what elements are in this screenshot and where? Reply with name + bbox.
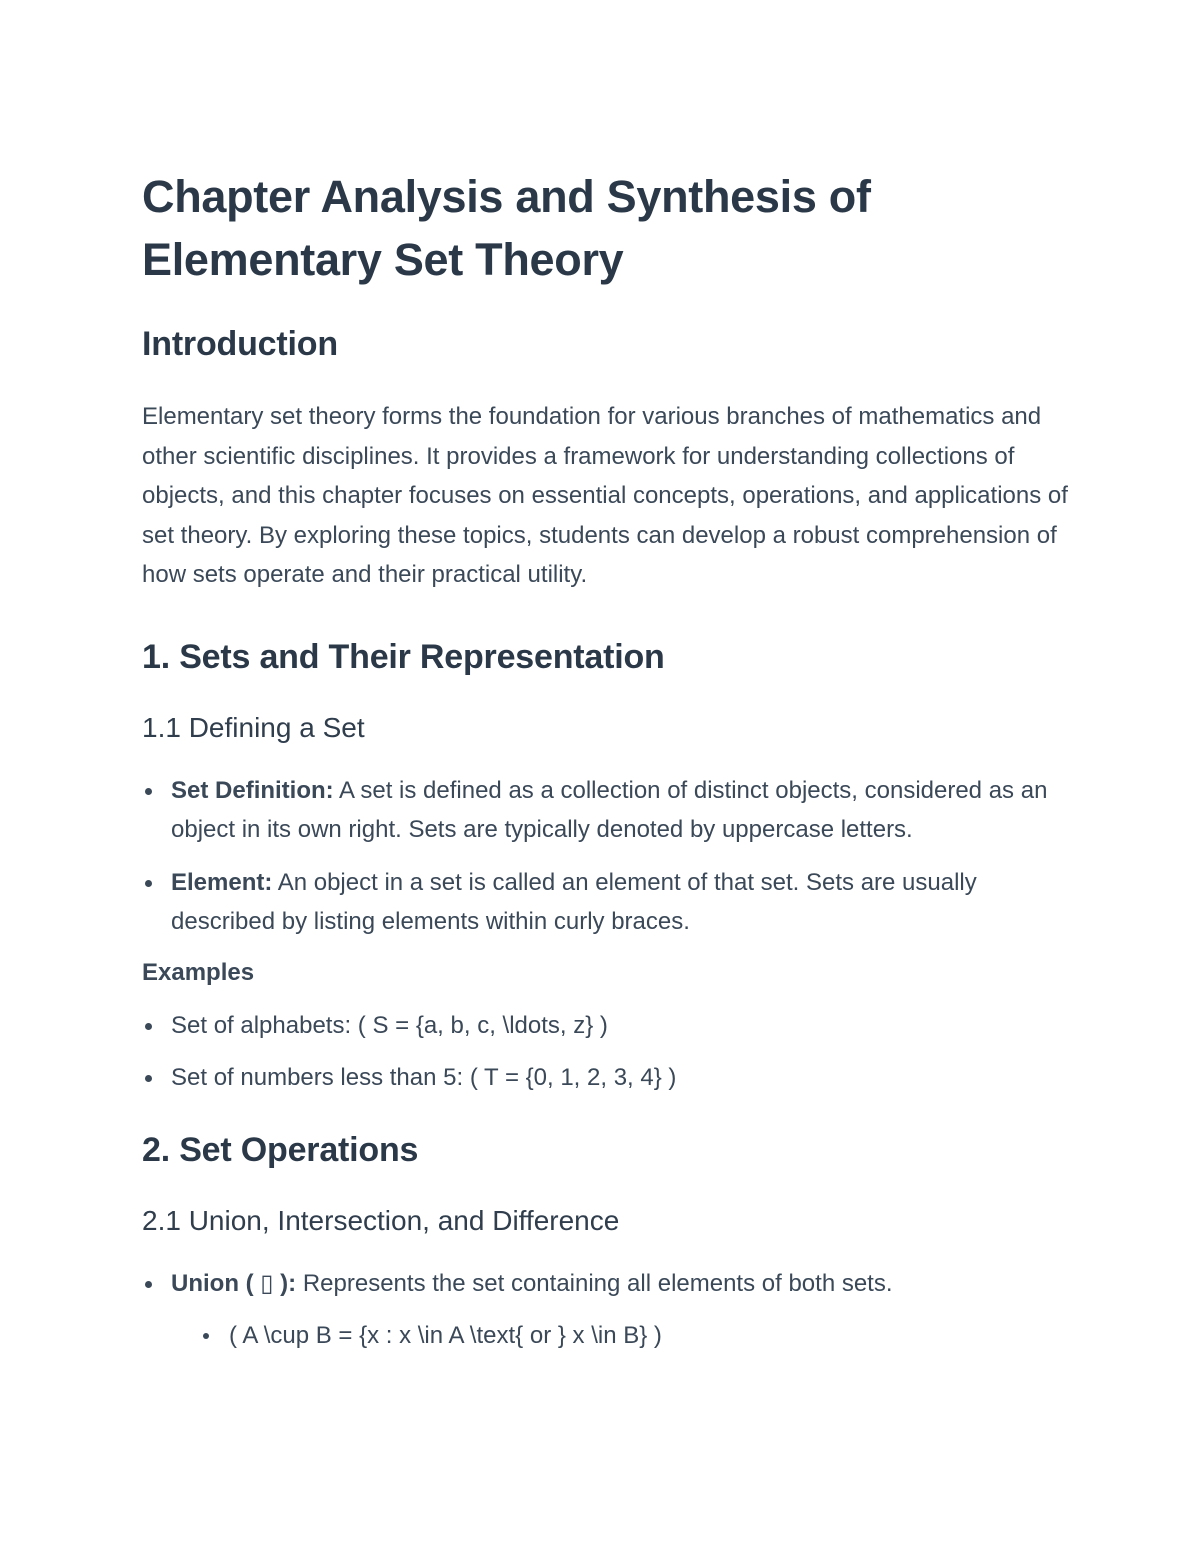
section-1-heading: 1. Sets and Their Representation (142, 637, 665, 676)
list-item-term: Set Definition: (171, 776, 334, 804)
list-item-text: An object in a set is called an element of that set. Sets are usually described by listing elements within curly braces. (171, 868, 977, 935)
examples-list (142, 1006, 1072, 1098)
section-2-heading: 2. Set Operations (142, 1130, 419, 1169)
list-item-text: Represents the set containing all elements of both sets. (296, 1269, 893, 1297)
document-title: Chapter Analysis and Synthesis of Elementary Set Theory (142, 171, 871, 285)
subsection-1-1-heading: 1.1 Defining a Set (142, 711, 365, 743)
operations-list (142, 1264, 1072, 1356)
introduction-paragraph: Elementary set theory forms the foundation for various branches of mathematics and other scientific disciplines. It provides a framework for understanding collections of objects, and this chapter focuses on essential concepts, operations, and applications of set theory. By exploring these topics, students can develop a robust comprehension of how sets operate and their practical utility. (142, 403, 1068, 588)
list-item (142, 771, 1072, 850)
nested-list (171, 1316, 1072, 1356)
definition-list (142, 771, 1072, 942)
document-page (142, 165, 1072, 1356)
list-item: Set of alphabets: ( S = {a, b, c, \ldots, z} ) (142, 1006, 1072, 1046)
list-item-text: A set is defined as a collection of distinct objects, considered as an object in its own right. Sets are typically denoted by uppercase letters. (171, 776, 1048, 843)
examples-label: Examples (142, 958, 255, 986)
list-item-term: Union ( ▯ ): (171, 1269, 297, 1297)
list-item (142, 863, 1072, 942)
introduction-heading: Introduction (142, 325, 338, 363)
list-item: Set of numbers less than 5: ( T = {0, 1, 2, 3, 4} ) (142, 1058, 1072, 1098)
subsection-2-1-heading: 2.1 Union, Intersection, and Difference (142, 1204, 620, 1236)
list-item (142, 1264, 1072, 1356)
list-item-term: Element: (171, 868, 273, 896)
nested-list-item: ( A \cup B = {x : x \in A \text{ or } x \in B} ) (200, 1316, 1072, 1356)
